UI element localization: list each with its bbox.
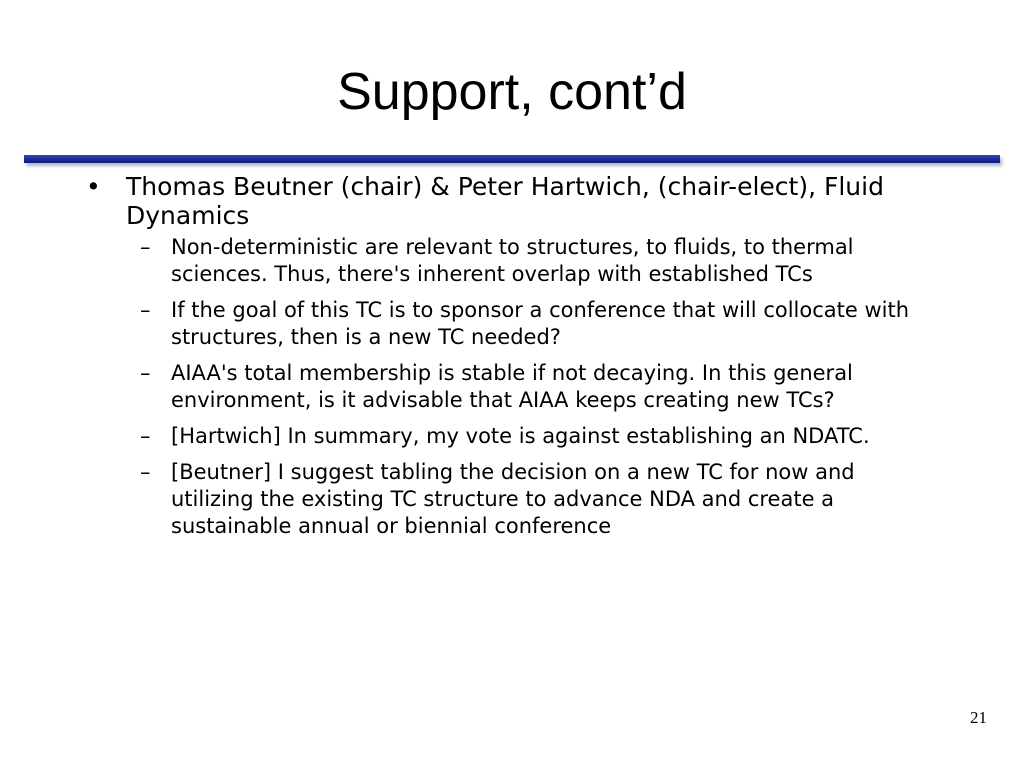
sub-bullet-text: [Hartwich] In summary, my vote is against establishing an NDATC. bbox=[171, 424, 870, 448]
sub-bullet-item bbox=[126, 297, 941, 351]
sub-bullet-item bbox=[126, 234, 941, 288]
sub-bullet-item bbox=[126, 423, 941, 450]
dash-marker: – bbox=[140, 424, 151, 448]
dash-marker: – bbox=[140, 460, 151, 484]
title-divider bbox=[24, 155, 1000, 163]
dash-marker: – bbox=[140, 361, 151, 385]
bullet-item bbox=[86, 172, 966, 540]
sub-bullet-text: Non-deterministic are relevant to structures, to fluids, to thermal sciences. Thus, there's inherent overlap with established TCs bbox=[171, 235, 854, 286]
sub-bullet-item bbox=[126, 459, 941, 540]
bullet-list bbox=[86, 172, 966, 549]
dash-marker: – bbox=[140, 298, 151, 322]
sub-bullet-text: AIAA's total membership is stable if not decaying. In this general environment, is it advisable that AIAA keeps creating new TCs? bbox=[171, 361, 853, 412]
sub-bullet-item bbox=[126, 360, 941, 414]
bullet-marker: • bbox=[86, 172, 101, 201]
slide-title: Support, cont’d bbox=[337, 63, 687, 121]
bullet-text: Thomas Beutner (chair) & Peter Hartwich, (chair-elect), Fluid Dynamics bbox=[126, 172, 884, 230]
page-number: 21 bbox=[970, 708, 987, 727]
sub-bullet-text: If the goal of this TC is to sponsor a conference that will collocate with structures, then is a new TC needed? bbox=[171, 298, 910, 349]
sub-bullet-list bbox=[126, 234, 966, 540]
dash-marker: – bbox=[140, 235, 151, 259]
sub-bullet-text: [Beutner] I suggest tabling the decision on a new TC for now and utilizing the existing TC structure to advance NDA and create a sustainable annual or biennial conference bbox=[171, 460, 855, 538]
